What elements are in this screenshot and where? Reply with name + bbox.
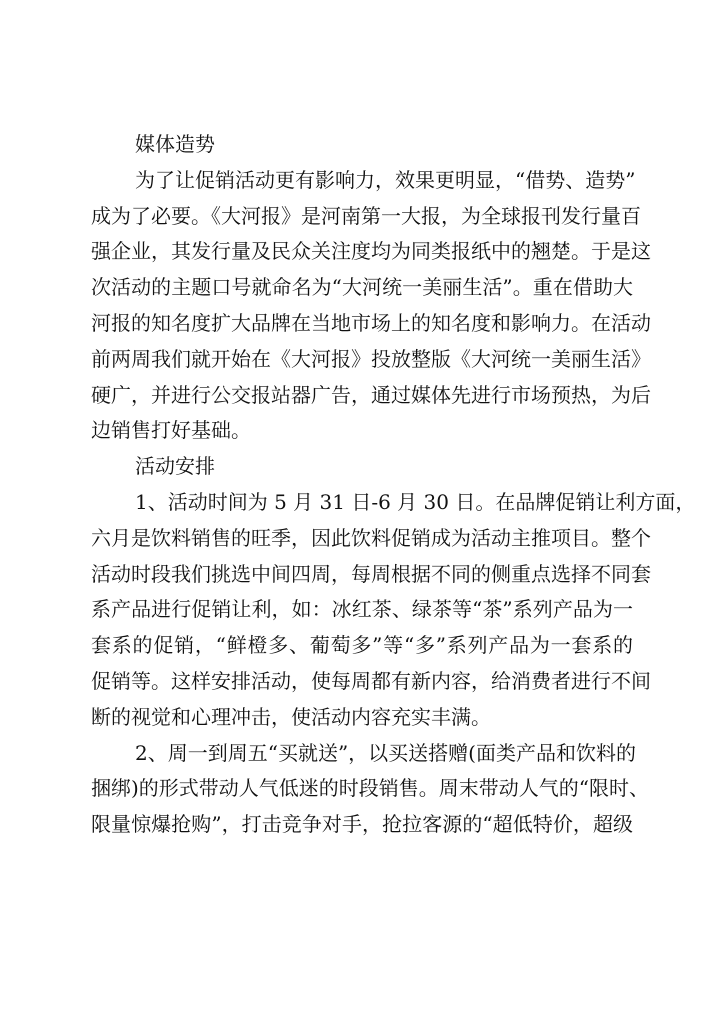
document-body	[91, 127, 696, 843]
paragraph-line: 边销售打好基础。	[91, 418, 251, 443]
paragraph-line: 河报的知名度扩大品牌在当地市场上的知名度和影响力。在活动	[91, 310, 651, 335]
paragraph-line: 次活动的主题口号就命名为“大河统一美丽生活”。重在借助大	[91, 275, 633, 300]
paragraph-line: 活动时段我们挑选中间四周，每周根据不同的侧重点选择不同套	[91, 561, 651, 586]
paragraph-line: 系产品进行促销让利，如：冰红茶、绿茶等“茶”系列产品为一	[91, 597, 633, 622]
paragraph-line: 限量惊爆抢购”，打击竞争对手，抢拉客源的“超低特价，超级	[91, 812, 633, 837]
paragraph-line: 强企业，其发行量及民众关注度均为同类报纸中的翘楚。于是这	[91, 239, 651, 264]
paragraph-line: 硬广，并进行公交报站器广告，通过媒体先进行市场预热，为后	[91, 382, 651, 407]
paragraph-line: 成为了必要。《大河报》是河南第一大报，为全球报刊发行量百	[91, 203, 641, 228]
paragraph-line: 1、活动时间为 5 月 31 日-6 月 30 日。在品牌促销让利方面，	[135, 489, 696, 514]
paragraph-line: 2、周一到周五“买就送”，以买送搭赠(面类产品和饮料的	[135, 740, 636, 765]
paragraph-line: 六月是饮料销售的旺季，因此饮料促销成为活动主推项目。整个	[91, 525, 651, 550]
paragraph-line: 前两周我们就开始在《大河报》投放整版《大河统一美丽生活》	[91, 346, 651, 371]
section-heading-media: 媒体造势	[135, 132, 215, 156]
paragraph-line: 断的视觉和心理冲击，使活动内容充实丰满。	[91, 704, 491, 729]
paragraph-line: 捆绑)的形式带动人气低迷的时段销售。周末带动人气的“限时、	[91, 776, 650, 801]
section-heading-activity: 活动安排	[135, 454, 215, 479]
paragraph-line: 促销等。这样安排活动，使每周都有新内容，给消费者进行不间	[91, 668, 651, 693]
paragraph-line: 套系的促销，“鲜橙多、葡萄多”等“多”系列产品为一套系的	[91, 633, 633, 658]
paragraph-line: 为了让促销活动更有影响力，效果更明显，“借势、造势”	[135, 167, 636, 192]
